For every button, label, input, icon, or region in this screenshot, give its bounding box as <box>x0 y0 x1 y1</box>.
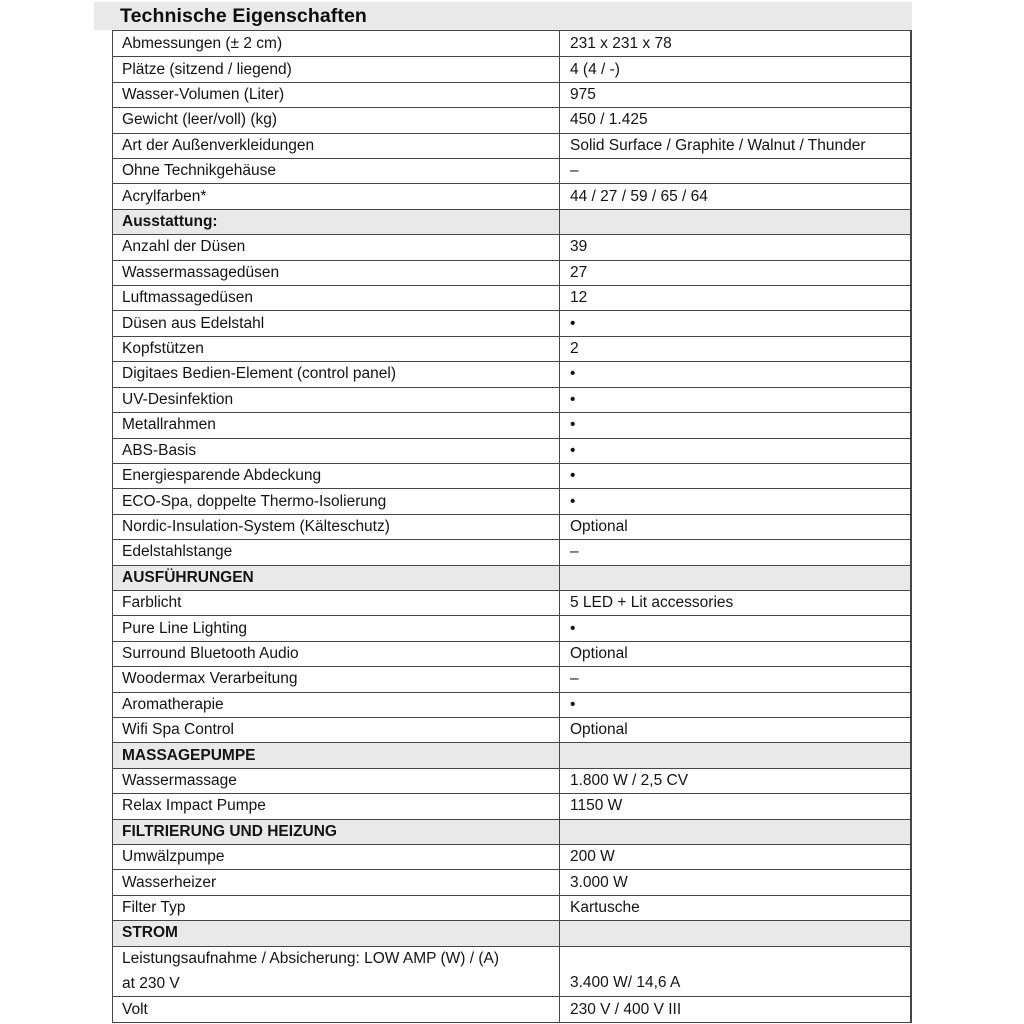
row-label-text: Düsen aus Edelstahl <box>122 314 265 332</box>
row-value <box>559 108 910 132</box>
row-value-text: 1150 W <box>570 797 623 815</box>
row-label <box>113 947 559 997</box>
row-label <box>113 921 559 945</box>
section-header-text: FILTRIERUNG UND HEIZUNG <box>122 822 337 840</box>
row-label-text: Woodermax Verarbeitung <box>122 670 298 688</box>
row-label <box>113 489 559 513</box>
row-value <box>559 31 910 56</box>
section-header-text: MASSAGEPUMPE <box>122 746 256 764</box>
table-row <box>113 260 910 285</box>
row-value <box>559 83 910 107</box>
row-label-text: Energiesparende Abdeckung <box>122 467 322 485</box>
row-label <box>113 210 559 234</box>
table-row <box>113 539 910 564</box>
row-label <box>113 337 559 361</box>
table-row <box>113 133 910 158</box>
table-row <box>113 768 910 793</box>
section-header-text: AUSFÜHRUNGEN <box>122 568 254 586</box>
table-row <box>113 310 910 335</box>
row-label-text: Art der Außenverkleidungen <box>122 136 315 154</box>
row-value-text: • <box>570 365 576 383</box>
table-row <box>113 31 910 56</box>
row-label <box>113 870 559 894</box>
row-label <box>113 769 559 793</box>
row-value <box>559 845 910 869</box>
row-value-text: 5 LED + Lit accessories <box>570 594 734 612</box>
row-value-text: – <box>570 543 579 561</box>
row-label-text: Filter Typ <box>122 899 186 917</box>
row-label <box>113 693 559 717</box>
row-label <box>113 83 559 107</box>
row-value-text: 230 V / 400 V III <box>570 1000 682 1018</box>
row-label-text: Abmessungen (± 2 cm) <box>122 34 283 52</box>
row-label <box>113 794 559 818</box>
row-value-text: 12 <box>570 289 588 307</box>
table-row <box>113 488 910 513</box>
table-row <box>113 590 910 615</box>
row-value-text: 27 <box>570 263 588 281</box>
section-header-row <box>113 742 910 767</box>
row-value <box>559 947 910 997</box>
row-value-text: 200 W <box>570 848 615 866</box>
row-value <box>559 921 910 945</box>
row-value <box>559 311 910 335</box>
row-value-text: Optional <box>570 721 628 739</box>
row-value <box>559 616 910 640</box>
section-header-text: STROM <box>122 924 178 942</box>
row-value <box>559 997 910 1021</box>
row-value <box>559 159 910 183</box>
table-row <box>113 692 910 717</box>
row-value-text: • <box>570 416 576 434</box>
row-value <box>559 210 910 234</box>
row-label-text: Metallrahmen <box>122 416 216 434</box>
row-value-text: 39 <box>570 238 588 256</box>
row-value-text: Kartusche <box>570 899 640 917</box>
table-row <box>113 844 910 869</box>
row-value <box>559 413 910 437</box>
table-row <box>113 895 910 920</box>
row-label <box>113 591 559 615</box>
row-value <box>559 261 910 285</box>
row-label-text: Wassermassagedüsen <box>122 263 280 281</box>
table-row <box>113 514 910 539</box>
table-row <box>113 285 910 310</box>
row-value <box>559 794 910 818</box>
row-label-text: Digitaes Bedien-Element (control panel) <box>122 365 396 383</box>
row-value <box>559 667 910 691</box>
row-label <box>113 31 559 56</box>
row-label <box>113 57 559 81</box>
table-row <box>113 641 910 666</box>
row-value-text: 450 / 1.425 <box>570 111 648 129</box>
row-label-text: Volt <box>122 1000 148 1018</box>
row-value <box>559 769 910 793</box>
row-value-text: • <box>570 390 576 408</box>
row-label-text: ECO-Spa, doppelte Thermo-Isolierung <box>122 492 387 510</box>
row-value <box>559 57 910 81</box>
row-value-text: 975 <box>570 86 596 104</box>
row-label-line2: at 230 V <box>122 974 180 992</box>
table-row <box>113 107 910 132</box>
row-value <box>559 515 910 539</box>
row-value-text: – <box>570 670 579 688</box>
row-value <box>559 642 910 666</box>
row-value <box>559 388 910 412</box>
table-row <box>113 234 910 259</box>
row-value-text: • <box>570 619 576 637</box>
table-row <box>113 717 910 742</box>
row-label <box>113 413 559 437</box>
row-label <box>113 311 559 335</box>
row-label-text: Kopfstützen <box>122 340 204 358</box>
row-label <box>113 286 559 310</box>
table-row <box>113 666 910 691</box>
row-label <box>113 540 559 564</box>
row-value-text: 231 x 231 x 78 <box>570 34 672 52</box>
row-value-text: – <box>570 162 579 180</box>
section-header-row <box>113 565 910 590</box>
row-label-text: Wasser-Volumen (Liter) <box>122 86 285 104</box>
table-row <box>113 438 910 463</box>
row-label-text: Umwälzpumpe <box>122 848 225 866</box>
row-value-text: 4 (4 / -) <box>570 60 620 78</box>
row-value <box>559 540 910 564</box>
row-value <box>559 184 910 208</box>
row-value <box>559 820 910 844</box>
row-label <box>113 566 559 590</box>
row-value <box>559 693 910 717</box>
row-value-text: 3.000 W <box>570 873 628 891</box>
row-label <box>113 134 559 158</box>
table-row <box>113 615 910 640</box>
row-value <box>559 337 910 361</box>
table-row <box>113 336 910 361</box>
row-label <box>113 667 559 691</box>
row-label-text: Anzahl der Düsen <box>122 238 246 256</box>
row-value <box>559 743 910 767</box>
row-label <box>113 896 559 920</box>
row-value <box>559 134 910 158</box>
row-value-text: 44 / 27 / 59 / 65 / 64 <box>570 187 708 205</box>
page-title: Technische Eigenschaften <box>120 4 367 27</box>
row-label <box>113 439 559 463</box>
table-row <box>113 56 910 81</box>
row-value-text: • <box>570 467 576 485</box>
row-value <box>559 489 910 513</box>
row-label-text: Wasserheizer <box>122 873 217 891</box>
row-label-line1: Leistungsaufnahme / Absicherung: LOW AMP (W) / (A) <box>122 950 500 968</box>
row-label <box>113 743 559 767</box>
table-title-bar <box>94 2 912 30</box>
table-row <box>113 793 910 818</box>
row-label <box>113 845 559 869</box>
table-row <box>113 82 910 107</box>
row-label-text: Surround Bluetooth Audio <box>122 644 299 662</box>
spec-table <box>112 30 912 1023</box>
table-row <box>113 183 910 208</box>
table-row <box>113 996 910 1021</box>
row-label <box>113 997 559 1021</box>
row-label <box>113 642 559 666</box>
row-label-text: ABS-Basis <box>122 441 197 459</box>
row-value <box>559 870 910 894</box>
row-label-text: UV-Desinfektion <box>122 390 234 408</box>
row-label-text: Nordic-Insulation-System (Kälteschutz) <box>122 517 390 535</box>
row-label-text: Acrylfarben* <box>122 187 207 205</box>
section-header-text: Ausstattung: <box>122 213 218 231</box>
row-value <box>559 591 910 615</box>
row-value-text: • <box>570 695 576 713</box>
row-value <box>559 566 910 590</box>
row-label-text: Pure Line Lighting <box>122 619 247 637</box>
row-label-text: Aromatherapie <box>122 695 224 713</box>
table-row <box>113 463 910 488</box>
row-value-text: 1.800 W / 2,5 CV <box>570 771 689 789</box>
row-value <box>559 362 910 386</box>
row-value <box>559 718 910 742</box>
row-value <box>559 286 910 310</box>
row-label-text: Plätze (sitzend / liegend) <box>122 60 292 78</box>
row-value-text: • <box>570 441 576 459</box>
row-value <box>559 439 910 463</box>
row-label <box>113 235 559 259</box>
row-value-text: • <box>570 492 576 510</box>
row-label <box>113 388 559 412</box>
table-row <box>113 158 910 183</box>
section-header-row <box>113 819 910 844</box>
row-value-text: Optional <box>570 644 628 662</box>
table-row <box>113 361 910 386</box>
row-label-text: Gewicht (leer/voll) (kg) <box>122 111 278 129</box>
row-label <box>113 108 559 132</box>
section-header-row <box>113 209 910 234</box>
table-row <box>113 869 910 894</box>
table-row <box>113 387 910 412</box>
row-value-text: Optional <box>570 517 628 535</box>
row-label <box>113 159 559 183</box>
row-value-text: 2 <box>570 340 579 358</box>
section-header-row <box>113 920 910 945</box>
row-value-text: • <box>570 314 576 332</box>
table-row <box>113 946 910 997</box>
row-label <box>113 261 559 285</box>
row-label <box>113 464 559 488</box>
row-value <box>559 464 910 488</box>
row-label-text: Edelstahlstange <box>122 543 233 561</box>
row-value-text: Solid Surface / Graphite / Walnut / Thunder <box>570 136 866 154</box>
row-label <box>113 616 559 640</box>
row-label <box>113 515 559 539</box>
row-label <box>113 362 559 386</box>
row-label-text: Ohne Technikgehäuse <box>122 162 276 180</box>
table-row <box>113 412 910 437</box>
row-value-text: 3.400 W/ 14,6 A <box>570 973 681 991</box>
row-value <box>559 896 910 920</box>
row-label <box>113 184 559 208</box>
row-label-text: Relax Impact Pumpe <box>122 797 266 815</box>
row-value <box>559 235 910 259</box>
row-label-text: Wifi Spa Control <box>122 721 234 739</box>
row-label <box>113 820 559 844</box>
row-label-text: Wassermassage <box>122 771 237 789</box>
row-label-text: Luftmassagedüsen <box>122 289 253 307</box>
row-label <box>113 718 559 742</box>
row-label-text: Farblicht <box>122 594 182 612</box>
